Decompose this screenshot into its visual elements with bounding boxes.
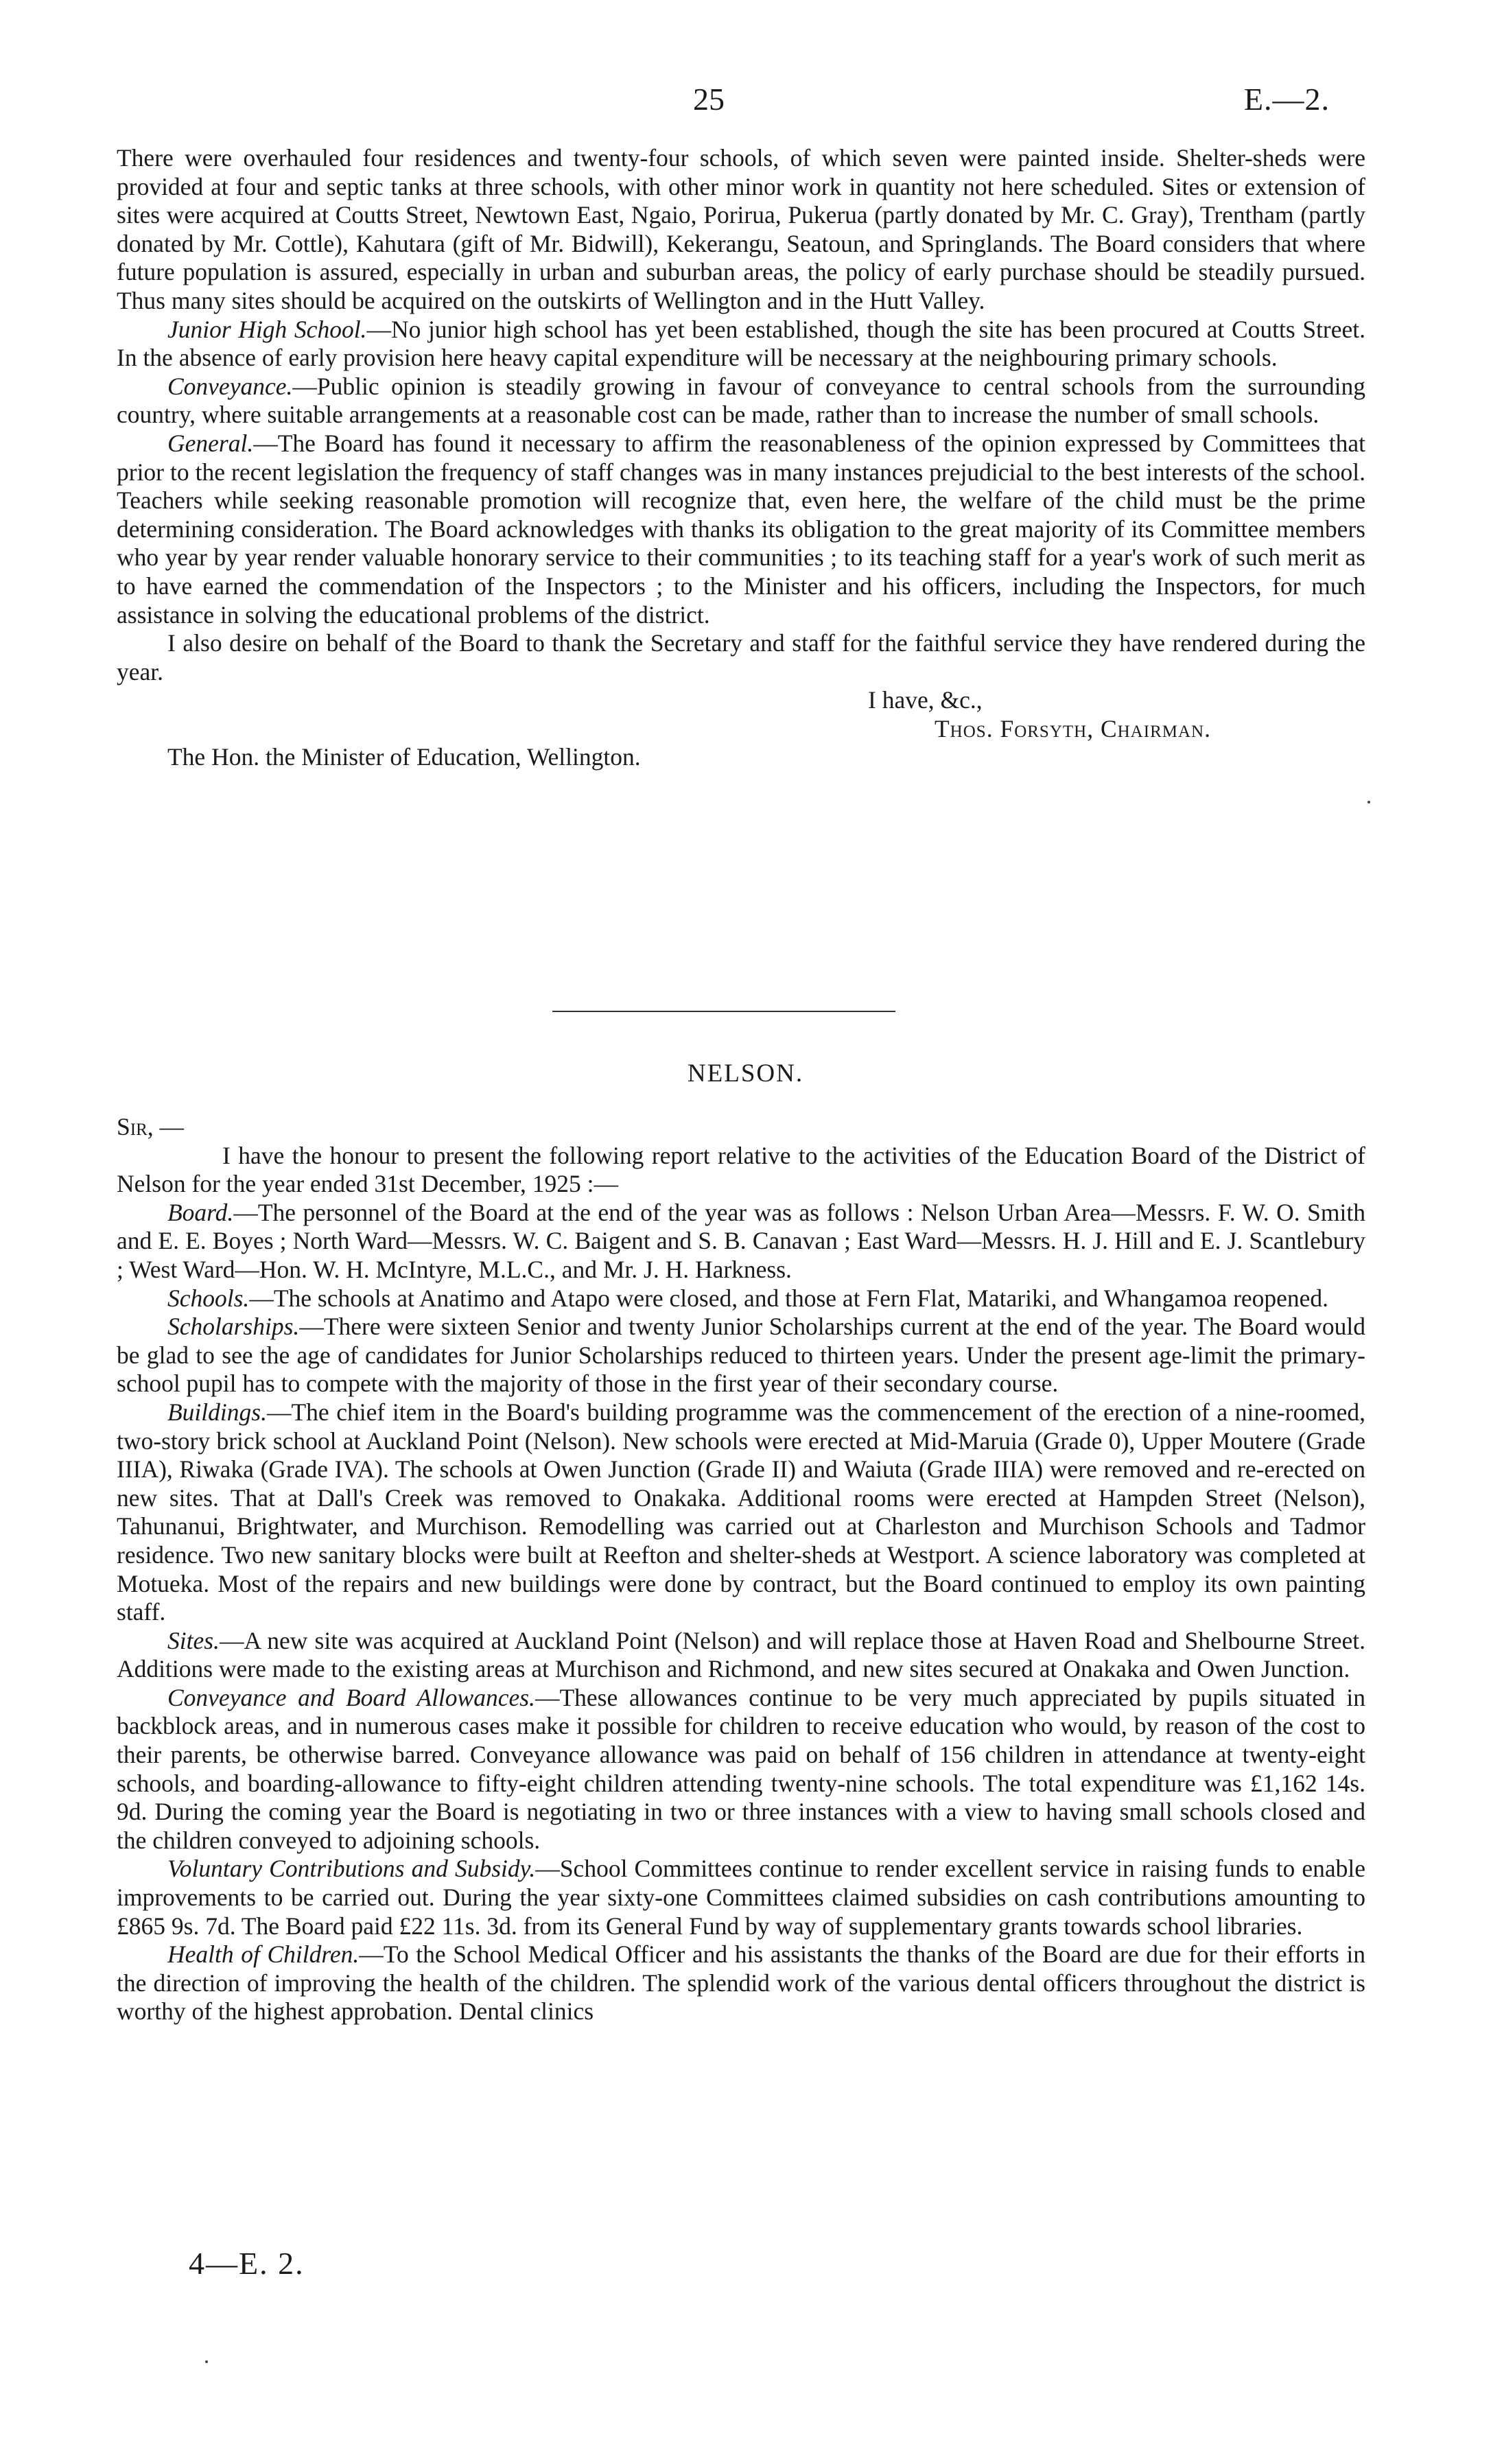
signature-code: 4—E. 2.	[189, 2246, 305, 2281]
health-heading: Health of Children.	[167, 1940, 360, 1969]
document-code: E.—2.	[1243, 82, 1330, 117]
section-title: NELSON.	[687, 1059, 804, 1088]
conveyance-paragraph	[117, 373, 1365, 430]
buildings-text: —The chief item in the Board's building programme was the commencement of the erection of a nine-roomed, two-story brick school at Auckland Point (Nelson). New schools were erected at Mid-Maruia (Grade 0), Upper Moutere (Grade IIIA), Riwaka (Grade IVA). The schools at Owen Junction (Grade II) and Waiuta (Grade IIIA) were removed and re-erected on new sites. That at Dall's Creek was removed to Onakaka. Additional rooms were erected at Hampden Street (Nelson), Tahunanui, Brightwater, and Murchison. Remodelling was carried out at Charleston and Murchison Schools and Tadmor residence. Two new sanitary blocks were built at Reefton and shelter-sheds at Westport. A science laboratory was completed at Motueka. Most of the repairs and new buildings were done by contract, but the Board continued to employ its own painting staff.	[117, 1398, 1365, 1626]
conveyance-allowances-heading: Conveyance and Board Allowances.	[167, 1683, 535, 1711]
scholarships-text: —There were sixteen Senior and twenty Junior Scholarships current at the end of the year. The Board would be glad to see the age of candidates for Junior Scholarships reduced to thirteen years. Under the present age-limit the primary-school pupil has to compete with the majority of those in the first year of their secondary course.	[117, 1313, 1365, 1398]
salutation: Sir, —	[117, 1113, 184, 1140]
junior-high-text: —No junior high school has yet been established, though the site has been procured at Coutts Street. In the absence of early provision here heavy capital expenditure will be necessary at the neighbouring primary schools.	[117, 315, 1366, 372]
general-heading: General.	[167, 429, 254, 457]
board-heading: Board.	[167, 1198, 234, 1226]
voluntary-contributions-text: —School Committees continue to render excellent service in raising funds to enable improvements to be carried out. During the year sixty-one Committees claimed subsidies on cash contributions amounting to £865 9s. 7d. The Board paid £22 11s. 3d. from its General Fund by way of supplementary grants towards school libraries.	[117, 1855, 1365, 1940]
print-speck	[1367, 801, 1370, 803]
general-text: —The Board has found it necessary to affirm the reasonableness of the opinion expressed by Committees that prior to the recent legislation the frequency of staff changes was in many instances prejudicial to the best interests of the school. Teachers while seeking reasonable promotion will recognize that, even here, the welfare of the child must be the prime determining consideration. The Board acknowledges with thanks its obligation to the great majority of its Committee members who year by year render valuable honorary service to their communities ; to its teaching staff for a year's work of such merit as to have earned the commendation of the Inspectors ; to the Minister and his officers, including the Inspectors, for much assistance in solving the educational problems of the district.	[117, 429, 1365, 629]
conveyance-allowances-text: —These allowances continue to be very much appreciated by pupils situated in backblock areas, and in numerous cases make it possible for children to receive education who would, by reason of the cost to their parents, be otherwise barred. Conveyance allowance was paid on behalf of 156 children in attendance at twenty-eight schools, and boarding-allowance to fifty-eight children attending twenty-nine schools. The total expenditure was £1,162 14s. 9d. During the coming year the Board is negotiating in two or three instances with a view to having small schools closed and the children conveyed to adjoining schools.	[117, 1683, 1366, 1854]
schools-paragraph	[117, 1284, 1365, 1313]
signature: Thos. Forsyth, Chairman.	[935, 714, 1211, 742]
scholarships-paragraph	[117, 1313, 1365, 1398]
conveyance-allowances-paragraph	[117, 1684, 1365, 1855]
scholarships-heading: Scholarships.	[167, 1313, 300, 1341]
general-paragraph	[117, 430, 1365, 629]
buildings-heading: Buildings.	[167, 1398, 267, 1426]
page-number: 25	[693, 82, 725, 117]
voluntary-contributions-paragraph	[117, 1855, 1365, 1940]
board-paragraph	[117, 1199, 1365, 1284]
sites-paragraph-nelson	[117, 1627, 1365, 1684]
buildings-paragraph	[117, 1398, 1365, 1627]
junior-high-paragraph	[117, 316, 1365, 373]
conveyance-heading: Conveyance.	[167, 372, 293, 400]
intro-paragraph: I have the honour to present the following report relative to the activities of the Education Board of the District of Nelson for the year ended 31st December, 1925 :—	[117, 1141, 1365, 1198]
sites-text: —A new site was acquired at Auckland Point (Nelson) and will replace those at Haven Road and Shelbourne Street. Additions were made to the existing areas at Murchison and Richmond, and new sites secured at Onakaka and Owen Junction.	[117, 1626, 1365, 1683]
wellington-report-continuation	[117, 144, 1365, 772]
addressee: The Hon. the Minister of Education, Wellington.	[167, 743, 641, 771]
junior-high-heading: Junior High School.	[167, 315, 367, 343]
nelson-report	[117, 1113, 1365, 2026]
sites-heading: Sites.	[167, 1626, 220, 1654]
sites-paragraph: There were overhauled four residences and twenty-four schools, of which seven were painted inside. Shelter-sheds were provided at four and septic tanks at three schools, with other minor work in quantity not here scheduled. Sites or extension of sites were acquired at Coutts Street, Newtown East, Ngaio, Porirua, Pukerua (partly donated by Mr. C. Gray), Trentham (partly donated by Mr. Cottle), Kahutara (gift of Mr. Bidwill), Kekerangu, Seatoun, and Springlands. The Board considers that where future population is assured, especially in urban and suburban areas, the policy of early purchase should be steadily pursued. Thus many sites should be acquired on the outskirts of Wellington and in the Hutt Valley.	[117, 144, 1365, 314]
voluntary-contributions-heading: Voluntary Contributions and Subsidy.	[167, 1855, 536, 1883]
thanks-paragraph: I also desire on behalf of the Board to thank the Secretary and staff for the faithful service they have rendered during the year.	[117, 629, 1365, 685]
conveyance-text: —Public opinion is steadily growing in favour of conveyance to central schools from the surrounding country, where suitable arrangements at a reasonable cost can be made, rather than to increase the number of small schools.	[117, 372, 1365, 429]
schools-text: —The schools at Anatimo and Atapo were closed, and those at Fern Flat, Matariki, and Whangamoa reopened.	[249, 1284, 1329, 1312]
section-divider	[552, 1011, 895, 1012]
print-speck	[205, 2360, 208, 2363]
health-text: —To the School Medical Officer and his assistants the thanks of the Board are due for their efforts in the direction of improving the health of the children. The splendid work of the various dental officers throughout the district is worthy of the highest approbation. Dental clinics	[117, 1940, 1365, 2026]
health-paragraph	[117, 1940, 1365, 2026]
schools-heading: Schools.	[167, 1284, 250, 1312]
signoff: I have, &c.,	[868, 686, 983, 714]
board-text: —The personnel of the Board at the end of the year was as follows : Nelson Urban Area—Messrs. F. W. O. Smith and E. E. Boyes ; North Ward—Messrs. W. C. Baigent and S. B. Canavan ; East Ward—Messrs. H. J. Hill and E. J. Scantlebury ; West Ward—Hon. W. H. McIntyre, M.L.C., and Mr. J. H. Harkness.	[117, 1198, 1365, 1283]
